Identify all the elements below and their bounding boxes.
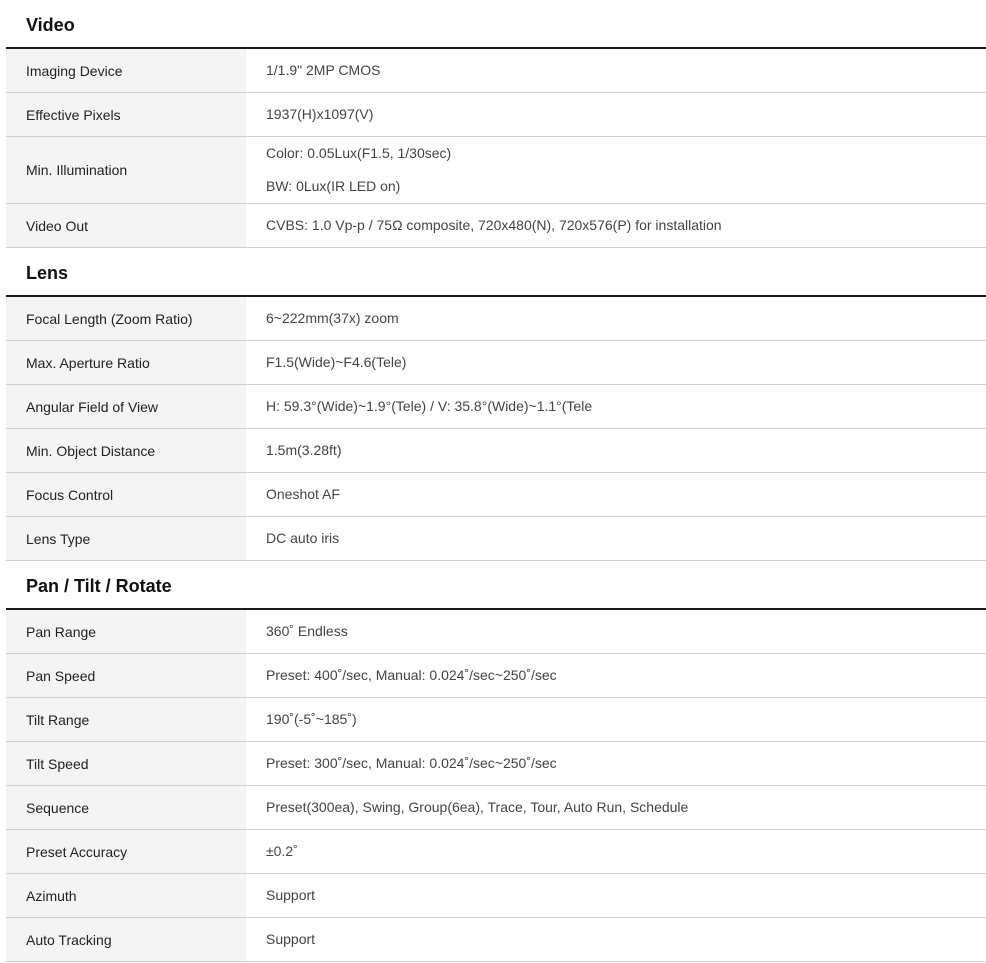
spec-value	[246, 385, 986, 428]
spec-value-line: DC auto iris	[266, 530, 340, 546]
spec-label: Min. Object Distance	[6, 429, 246, 472]
section-title: Lens	[26, 263, 69, 283]
spec-row-focal-length-zoom-ratio	[6, 297, 986, 341]
spec-label: Tilt Speed	[6, 742, 246, 785]
spec-row-tilt-speed	[6, 742, 986, 786]
spec-label: Video Out	[6, 204, 246, 247]
spec-row-focus-control	[6, 473, 986, 517]
spec-value	[246, 341, 986, 384]
spec-label: Focus Control	[6, 473, 246, 516]
spec-value	[246, 93, 986, 136]
spec-row-lens-type	[6, 517, 986, 561]
spec-label: Angular Field of View	[6, 385, 246, 428]
spec-value-line: 1937(H)x1097(V)	[266, 106, 374, 122]
spec-row-video-out	[6, 204, 986, 248]
spec-value	[246, 204, 986, 247]
spec-value-line: Oneshot AF	[266, 486, 340, 502]
section-header	[6, 248, 986, 297]
section-header	[6, 0, 986, 49]
spec-value	[246, 137, 986, 203]
spec-value-line: Preset: 400˚/sec, Manual: 0.024˚/sec~250˚/sec	[266, 667, 557, 683]
section-lens	[6, 248, 986, 561]
spec-value	[246, 610, 986, 653]
section-title: Pan / Tilt / Rotate	[26, 576, 172, 596]
spec-label: Lens Type	[6, 517, 246, 560]
spec-row-min-illumination	[6, 137, 986, 204]
spec-label: Auto Tracking	[6, 918, 246, 961]
spec-row-min-object-distance	[6, 429, 986, 473]
spec-value-line: ±0.2˚	[266, 843, 298, 859]
spec-row-azimuth	[6, 874, 986, 918]
spec-value	[246, 786, 986, 829]
section-header	[6, 561, 986, 610]
spec-row-max-aperture-ratio	[6, 341, 986, 385]
spec-label: Azimuth	[6, 874, 246, 917]
spec-value-line: H: 59.3°(Wide)~1.9°(Tele) / V: 35.8°(Wide)~1.1°(Tele	[266, 398, 593, 414]
spec-value-line: Preset: 300˚/sec, Manual: 0.024˚/sec~250˚/sec	[266, 755, 557, 771]
spec-value	[246, 473, 986, 516]
spec-value-line: 360˚ Endless	[266, 623, 348, 639]
spec-row-sequence	[6, 786, 986, 830]
spec-row-tilt-range	[6, 698, 986, 742]
spec-value	[246, 654, 986, 697]
spec-value-line: CVBS: 1.0 Vp-p / 75Ω composite, 720x480(N), 720x576(P) for installation	[266, 217, 722, 233]
spec-value	[246, 517, 986, 560]
spec-label: Min. Illumination	[6, 137, 246, 203]
spec-value-line: Color: 0.05Lux(F1.5, 1/30sec)	[266, 145, 452, 161]
spec-value	[246, 874, 986, 917]
spec-value-line: 190˚(-5˚~185˚)	[266, 711, 357, 727]
spec-table	[6, 0, 986, 962]
section-video	[6, 0, 986, 248]
spec-label: Imaging Device	[6, 49, 246, 92]
spec-row-preset-accuracy	[6, 830, 986, 874]
spec-label: Preset Accuracy	[6, 830, 246, 873]
spec-value-line: Preset(300ea), Swing, Group(6ea), Trace, Tour, Auto Run, Schedule	[266, 799, 689, 815]
spec-value	[246, 698, 986, 741]
spec-row-imaging-device	[6, 49, 986, 93]
spec-row-pan-range	[6, 610, 986, 654]
spec-row-effective-pixels	[6, 93, 986, 137]
spec-label: Sequence	[6, 786, 246, 829]
spec-value	[246, 918, 986, 961]
spec-value-line: Support	[266, 887, 316, 903]
section-pan-tilt-rotate	[6, 561, 986, 962]
spec-value-line: Support	[266, 931, 316, 947]
spec-value-line: 6~222mm(37x) zoom	[266, 310, 399, 326]
spec-label: Focal Length (Zoom Ratio)	[6, 297, 246, 340]
spec-value	[246, 830, 986, 873]
spec-value-line: F1.5(Wide)~F4.6(Tele)	[266, 354, 407, 370]
spec-value	[246, 49, 986, 92]
spec-value-line: BW: 0Lux(IR LED on)	[266, 178, 401, 194]
spec-value	[246, 297, 986, 340]
spec-label: Effective Pixels	[6, 93, 246, 136]
spec-value-line: 1/1.9" 2MP CMOS	[266, 62, 381, 78]
spec-row-angular-field-of-view	[6, 385, 986, 429]
spec-label: Pan Speed	[6, 654, 246, 697]
spec-value-line: 1.5m(3.28ft)	[266, 442, 342, 458]
section-title: Video	[26, 15, 75, 35]
spec-row-pan-speed	[6, 654, 986, 698]
spec-label: Max. Aperture Ratio	[6, 341, 246, 384]
spec-value	[246, 429, 986, 472]
spec-row-auto-tracking	[6, 918, 986, 962]
spec-label: Tilt Range	[6, 698, 246, 741]
spec-label: Pan Range	[6, 610, 246, 653]
spec-value	[246, 742, 986, 785]
